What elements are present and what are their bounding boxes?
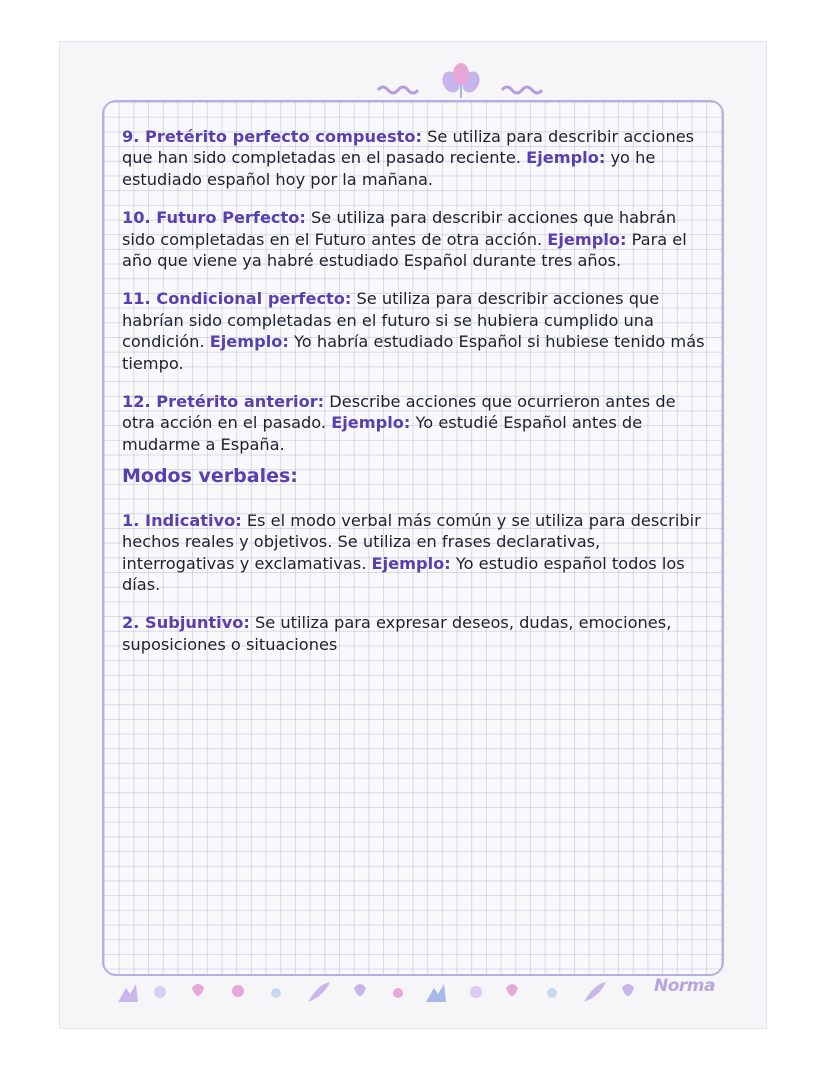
section-body: Se utiliza para describir acciones que habrían sido completadas en el futuro si se hubiera cumplido una condición. [122, 289, 660, 352]
example-text: yo he estudiado español hoy por la mañana. [122, 148, 656, 189]
section-body: Es el modo verbal más común y se utiliza para describir hechos reales y objetivos. Se utiliza en frases declarativas, interrogativas y exclamativas. [122, 510, 701, 573]
brand-logo: Norma [654, 976, 715, 996]
note-section-condicional-perfecto [122, 288, 706, 374]
note-section-futuro-perfecto [122, 207, 706, 271]
section-title: 1. Indicativo: [122, 510, 242, 530]
section-body: Se utiliza para describir acciones que habrán sido completadas en el Futuro antes de otra acción. [122, 208, 677, 249]
floral-border-icon [108, 976, 648, 1008]
section-title: 11. Condicional perfecto: [122, 289, 352, 309]
section-body: Se utiliza para describir acciones que han sido completadas en el pasado reciente. [122, 127, 695, 168]
note-section-indicativo [122, 510, 706, 596]
grid-paper [102, 100, 724, 976]
section-title: 10. Futuro Perfecto: [122, 208, 306, 228]
section-body: Describe acciones que ocurrieron antes de otra acción en el pasado. [122, 392, 676, 433]
example-text: Yo estudio español todos los días. [122, 553, 685, 594]
heading-modos-verbales: Modos verbales: [122, 465, 298, 488]
example-label: Ejemplo: [209, 332, 289, 352]
example-text: Yo estudié Español antes de mudarme a España. [122, 413, 643, 454]
example-label: Ejemplo: [526, 148, 606, 168]
section-title: 2. Subjuntivo: [122, 613, 250, 633]
notebook-page [60, 42, 766, 1028]
example-text: Yo habría estudiado Español si hubiese tenido más tiempo. [122, 332, 705, 373]
section-title: 9. Pretérito perfecto compuesto: [122, 127, 422, 146]
section-body: Se utiliza para expresar deseos, dudas, emociones, suposiciones o situaciones [122, 613, 672, 654]
note-section-subjuntivo [122, 612, 706, 655]
section-title: 12. Pretérito anterior: [122, 392, 325, 412]
notes-content [122, 126, 706, 672]
example-text: Para el año que viene ya habré estudiado Español durante tres años. [122, 229, 687, 271]
flower-ornament-icon [376, 60, 546, 100]
example-label: Ejemplo: [547, 229, 627, 249]
example-label: Ejemplo: [371, 553, 451, 573]
note-section-preterito-perfecto-compuesto [122, 126, 706, 190]
note-section-preterito-anterior [122, 391, 706, 455]
example-label: Ejemplo: [331, 413, 411, 433]
